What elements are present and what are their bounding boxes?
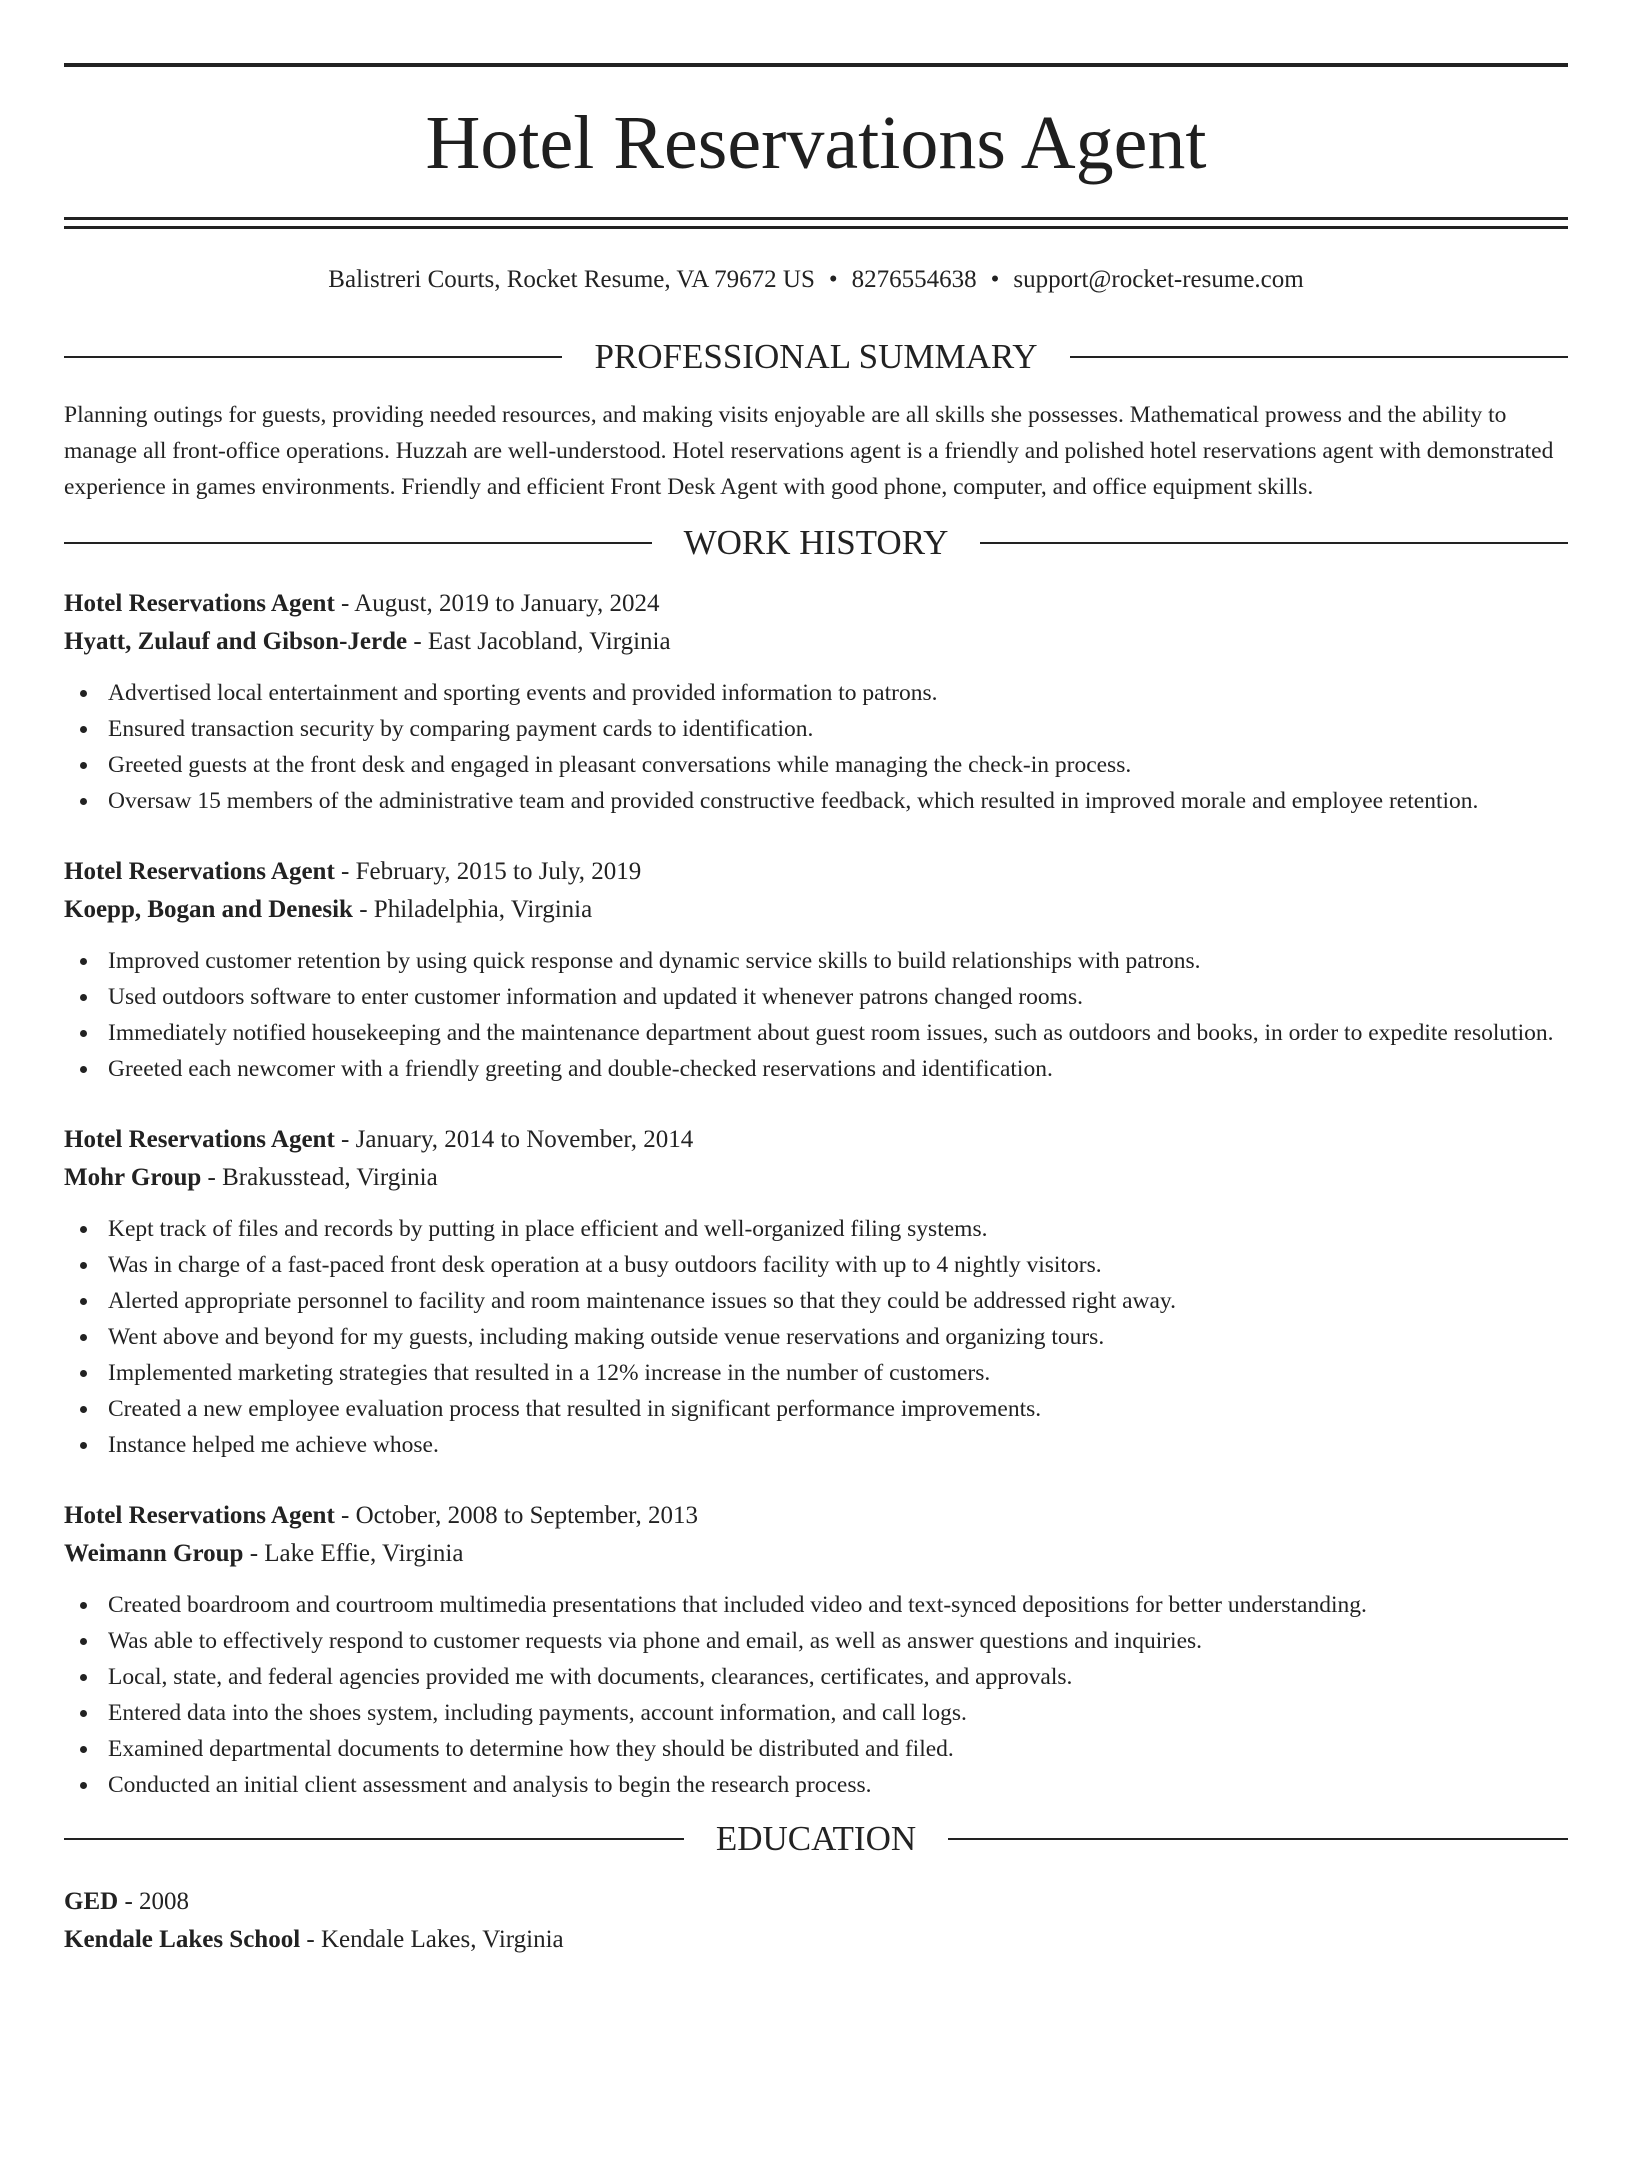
resume-title: Hotel Reservations Agent	[425, 101, 1207, 185]
list-item: Ensured transaction security by comparing payment cards to identification.	[64, 711, 1568, 747]
job-company: Hyatt, Zulauf and Gibson-Jerde	[64, 628, 408, 655]
list-item: Examined departmental documents to determine how they should be distributed and filed.	[64, 1731, 1568, 1767]
resume-page	[0, 63, 1632, 2175]
education-entry	[64, 1883, 1568, 1959]
job-company-line	[64, 1159, 1568, 1197]
list-item: Implemented marketing strategies that resulted in a 12% increase in the number of customers.	[64, 1355, 1568, 1391]
job-location: - Lake Effie, Virginia	[243, 1540, 464, 1567]
list-item: Local, state, and federal agencies provided me with documents, clearances, certificates, and approvals.	[64, 1659, 1568, 1695]
heading-rule-right	[1070, 356, 1568, 358]
heading-rule-left	[64, 356, 562, 358]
list-item: Went above and beyond for my guests, including making outside venue reservations and organizing tours.	[64, 1319, 1568, 1355]
job-company-line	[64, 891, 1568, 929]
list-item: Was able to effectively respond to customer requests via phone and email, as well as answer questions and inquiries.	[64, 1623, 1568, 1659]
education-school-line	[64, 1921, 1568, 1959]
job-company-line	[64, 1535, 1568, 1573]
education-degree: GED	[64, 1888, 119, 1915]
job-location: - Brakusstead, Virginia	[201, 1164, 438, 1191]
job-dates: - February, 2015 to July, 2019	[334, 858, 642, 885]
section-title: EDUCATION	[715, 1819, 917, 1858]
list-item: Instance helped me achieve whose.	[64, 1427, 1568, 1463]
section-heading-summary	[64, 337, 1568, 377]
job-title-line	[64, 853, 1568, 891]
job-title-line	[64, 585, 1568, 623]
list-item: Greeted guests at the front desk and engaged in pleasant conversations while managing the check-in process.	[64, 747, 1568, 783]
list-item: Improved customer retention by using quick response and dynamic service skills to build relationships with patrons.	[64, 943, 1568, 979]
education-location: - Kendale Lakes, Virginia	[300, 1926, 564, 1953]
education-degree-line	[64, 1883, 1568, 1921]
separator-dot: •	[828, 266, 838, 293]
education-school: Kendale Lakes School	[64, 1926, 301, 1953]
job-dates: - January, 2014 to November, 2014	[334, 1126, 694, 1153]
job-title: Hotel Reservations Agent	[64, 1126, 335, 1153]
title-double-rule	[64, 217, 1568, 229]
job-dates: - August, 2019 to January, 2024	[334, 590, 660, 617]
job-location: - East Jacobland, Virginia	[407, 628, 671, 655]
list-item: Created boardroom and courtroom multimedia presentations that included video and text-synced depositions for better understanding.	[64, 1587, 1568, 1623]
list-item: Conducted an initial client assessment and analysis to begin the research process.	[64, 1767, 1568, 1803]
list-item: Was in charge of a fast-paced front desk operation at a busy outdoors facility with up to 4 nightly visitors.	[64, 1247, 1568, 1283]
heading-rule-left	[64, 1838, 684, 1840]
job-entry	[64, 1497, 1568, 1803]
list-item: Alerted appropriate personnel to facility and room maintenance issues so that they could be addressed right away.	[64, 1283, 1568, 1319]
job-title: Hotel Reservations Agent	[64, 1502, 335, 1529]
contact-address: Balistreri Courts, Rocket Resume, VA 79672 US	[328, 266, 815, 293]
section-heading-work-history	[64, 523, 1568, 563]
section-heading-education	[64, 1819, 1568, 1859]
section-title: WORK HISTORY	[683, 523, 949, 562]
job-bullets	[64, 1211, 1568, 1463]
list-item: Immediately notified housekeeping and the maintenance department about guest room issues, such as outdoors and books, in order to expedite resolution.	[64, 1015, 1568, 1051]
job-entry	[64, 585, 1568, 819]
list-item: Advertised local entertainment and sporting events and provided information to patrons.	[64, 675, 1568, 711]
list-item: Kept track of files and records by putting in place efficient and well-organized filing systems.	[64, 1211, 1568, 1247]
job-bullets	[64, 1587, 1568, 1803]
job-entry	[64, 853, 1568, 1087]
job-bullets	[64, 675, 1568, 819]
list-item: Created a new employee evaluation process that resulted in significant performance improvements.	[64, 1391, 1568, 1427]
contact-email: support@rocket-resume.com	[1013, 266, 1304, 293]
list-item: Entered data into the shoes system, including payments, account information, and call logs.	[64, 1695, 1568, 1731]
list-item: Used outdoors software to enter customer information and updated it whenever patrons changed rooms.	[64, 979, 1568, 1015]
job-title: Hotel Reservations Agent	[64, 858, 335, 885]
heading-rule-left	[64, 542, 652, 544]
top-rule	[64, 63, 1568, 67]
job-dates: - October, 2008 to September, 2013	[334, 1502, 698, 1529]
list-item: Greeted each newcomer with a friendly greeting and double-checked reservations and identification.	[64, 1051, 1568, 1087]
summary-text: Planning outings for guests, providing needed resources, and making visits enjoyable are all skills she possesses. Mathematical prowess and the ability to manage all front-office operations. Huzzah are well-understood. Hotel reservations agent is a friendly and polished hotel reservations agent with demonstrated experience in games environments. Friendly and efficient Front Desk Agent with good phone, computer, and office equipment skills.	[64, 402, 1554, 500]
job-company: Mohr Group	[64, 1164, 202, 1191]
separator-dot: •	[990, 266, 1000, 293]
job-title-line	[64, 1121, 1568, 1159]
job-entry	[64, 1121, 1568, 1463]
job-company: Koepp, Bogan and Denesik	[64, 896, 353, 923]
heading-rule-right	[948, 1838, 1568, 1840]
job-company: Weimann Group	[64, 1540, 244, 1567]
job-company-line	[64, 623, 1568, 661]
contact-line	[64, 265, 1568, 295]
list-item: Oversaw 15 members of the administrative team and provided constructive feedback, which resulted in improved morale and employee retention.	[64, 783, 1568, 819]
section-title: PROFESSIONAL SUMMARY	[594, 337, 1038, 376]
job-title: Hotel Reservations Agent	[64, 590, 335, 617]
heading-rule-right	[980, 542, 1568, 544]
job-location: - Philadelphia, Virginia	[352, 896, 593, 923]
job-bullets	[64, 943, 1568, 1087]
contact-phone: 8276554638	[851, 266, 977, 293]
education-year: - 2008	[118, 1888, 190, 1915]
job-title-line	[64, 1497, 1568, 1535]
